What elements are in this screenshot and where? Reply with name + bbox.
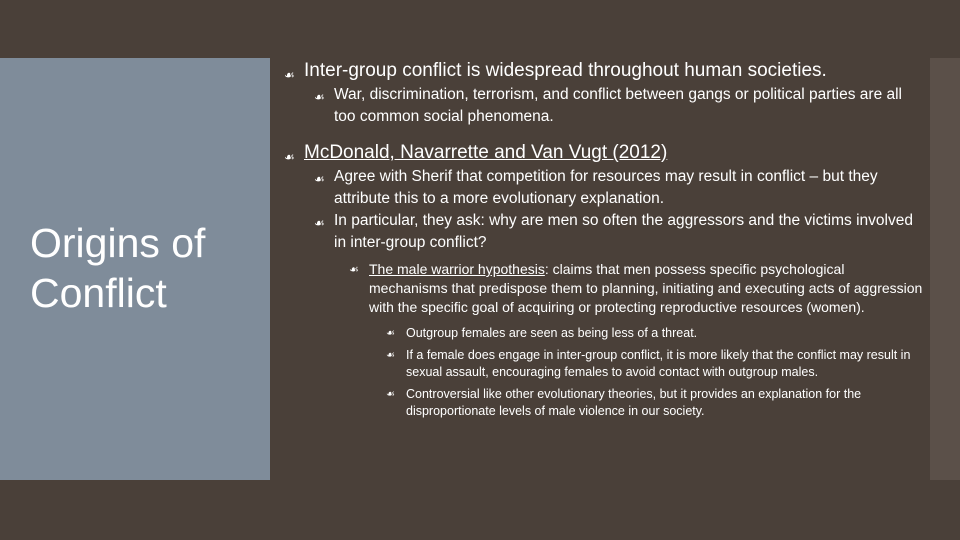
bullet-icon: ☙ [284, 68, 295, 82]
bullet-icon: ☙ [314, 216, 325, 230]
bullet-text: Agree with Sherif that competition for resources may result in conflict – but they attribute this to a more evolutionary explanation. [334, 168, 878, 207]
bullet-female-conflict [386, 347, 924, 382]
bullet-icon: ☙ [386, 328, 395, 339]
bullet-text: War, discrimination, terrorism, and conflict between gangs or political parties are all too common social phenomena. [334, 86, 903, 125]
bullet-icon: ☙ [284, 150, 295, 164]
bullet-text: Inter-group conflict is widespread throughout human societies. [304, 60, 827, 81]
bullet-why-men-aggressors [314, 210, 924, 254]
bullet-icon: ☙ [349, 264, 359, 276]
slide-content [284, 60, 924, 421]
bullet-outgroup-females [386, 325, 924, 343]
bullet-controversial [386, 386, 924, 421]
bullet-mcdonald-reference [284, 142, 924, 164]
bullet-icon: ☙ [386, 349, 395, 361]
reference-link[interactable]: McDonald, Navarrette and Van Vugt (2012) [304, 142, 668, 163]
bullet-text: : claims that men possess specific psychological mechanisms that predispose them to planning, initiating and executing acts of aggression with the specific goal of acquiring or protecting reproductive resources (women). [369, 261, 923, 315]
bullet-male-warrior-hypothesis [349, 260, 924, 317]
bullet-icon: ☙ [314, 90, 325, 104]
slide-title: Origins of Conflict [30, 220, 206, 316]
bullet-agree-with-sherif [314, 166, 924, 210]
male-warrior-link[interactable]: The male warrior hypothesis [369, 261, 545, 277]
bullet-icon: ☙ [386, 388, 395, 400]
right-accent-strip [930, 58, 960, 480]
bullet-text: In particular, they ask: why are men so often the aggressors and the victims involved in inter-group conflict? [334, 212, 913, 251]
bullet-text: If a female does engage in inter-group conflict, it is more likely that the conflict may result in sexual assault, encouraging females to avoid contact with outgroup males. [406, 347, 911, 379]
bullet-text: Controversial like other evolutionary theories, but it provides an explanation for the disproportionate levels of male violence in our society. [406, 386, 862, 418]
bullet-icon: ☙ [314, 172, 325, 186]
bullet-intergroup-conflict [284, 60, 924, 82]
bullet-text: Outgroup females are seen as being less of a threat. [406, 326, 698, 340]
bullet-war-discrimination [314, 84, 924, 128]
